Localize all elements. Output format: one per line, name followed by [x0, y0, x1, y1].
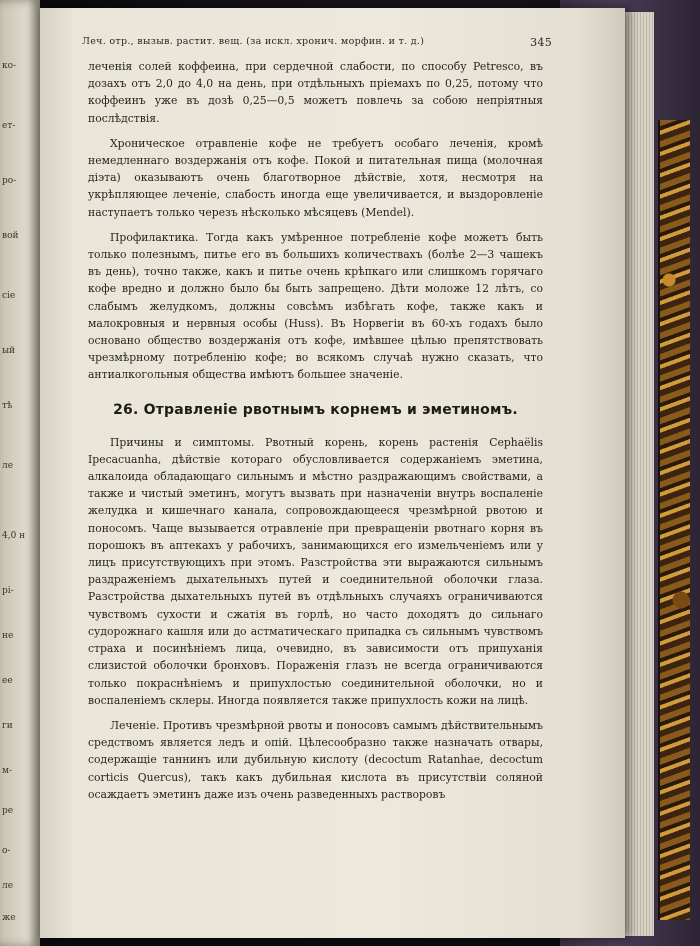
left-page-fragment: не	[2, 631, 14, 641]
left-page-fragment: вой	[2, 231, 19, 241]
body-paragraph: Хроническое отравленіе кофе не требуетъ особаго леченія, кромѣ немедленнаго воздержанія отъ кофе. Покой и питательная пища (молочная діэта) оказываютъ очень благотворное дѣйствіе, хотя, несмотря на укрѣпляющее леченіе, слабость иногда еще увеличивается, и выздоровленіе наступаетъ только черезъ нѣсколько мѣсяцевъ (Mendel).	[88, 136, 543, 219]
body-paragraph: Профилактика. Тогда какъ умѣренное потребленіе кофе можетъ быть только полезнымъ, питье его въ большихъ количествахъ (болѣе 2—3 чашекъ въ день), точно также, какъ и питье очень крѣпкаго или слишкомъ горячаго кофе вредно и должно было бы быть запрещено. Дѣти моложе 12 лѣтъ, со слабымъ желудкомъ, должны совсѣмъ избѣгать кофе, также какъ и малокровныя и нервныя особы (Huss). Въ Норвегіи въ 60-хъ годахъ было основано общество воздержанія отъ кофе, имѣвшее цѣлью препятствовать чрезмѣрному потребленію кофе; во всякомъ случаѣ нужно сказать, что антиалкогольныя общества имѣютъ большее значеніе.	[88, 230, 543, 382]
left-page-edge	[0, 0, 40, 946]
left-page-fragment: ее	[2, 676, 13, 686]
left-page-fragment: о-	[2, 846, 11, 856]
body-paragraph: Леченіе. Противъ чрезмѣрной рвоты и поносовъ самымъ дѣйствительнымъ средствомъ является ледъ и опій. Цѣлесообразно также назначать отвары, содержащіе таннинъ или дубильную кислоту (decoctum Ratanhae, decoctum corticis Quercus), такъ какъ дубильная кислота въ присутствіи соляной осаждаетъ эметинъ даже изъ очень разведенныхъ растворовъ	[88, 718, 543, 801]
left-page-fragment: тѣ	[2, 401, 13, 411]
running-head	[82, 36, 552, 49]
page-number: 345	[530, 36, 552, 49]
running-head-title: Леч. отр., вызыв. растит. вещ. (за искл. хронич. морфин. и т. д.)	[82, 36, 425, 47]
left-page-fragment: ый	[2, 346, 16, 356]
body-paragraph: Причины и симптомы. Рвотный корень, корень растенія Cephaëlis Ipecacuanha, дѣйствіе котораго обусловливается содержаніемъ эметина, алкалоида обладающаго сильнымъ и мѣстно раздражающимъ свойствами, а также и чистый эметинъ, могутъ вызвать при назначеніи внутрь воспаленіе желудка и кишечнаго канала, сопровождающееся чрезмѣрной рвотою и поносомъ. Чаще вызывается отравленіе при превращеніи рвотнаго корня въ порошокъ въ аптекахъ у рабочихъ, занимающихся его измельченіемъ или у лицъ присутствующихъ при этомъ. Разстройства эти выражаются сильнымъ раздраженіемъ дыхательныхъ путей и соединительной оболочки глаза. Разстройства дыхательныхъ путей въ отдѣльныхъ случаяхъ ограничиваются чувствомъ сухости и сжатія въ горлѣ, но часто доходятъ до сильнаго судорожнаго кашля или до астматическаго припадка съ сильнымъ чувствомъ страха и посинѣніемъ лица, очевидно, въ зависимости отъ припуханія слизистой оболочки бронховъ. Пораженія глазъ не всегда ограничиваются только покраснѣніемъ и припухлостью соединительной оболочки, но и воспаленіемъ склеры. Иногда появляется также припухлость кожи на лицѣ.	[88, 435, 543, 707]
left-page-fragment: ре	[2, 806, 14, 816]
left-page-fragment: ле	[2, 881, 14, 891]
left-page-fragment: ле	[2, 461, 14, 471]
left-page-fragment: ко-	[2, 61, 17, 71]
left-page-fragment: ет-	[2, 121, 16, 131]
left-page-fragment: м-	[2, 766, 13, 776]
marbled-page-edge	[658, 120, 690, 920]
left-page-fragment: ги	[2, 721, 13, 731]
page-stack-edge	[620, 12, 654, 936]
left-page-fragment: ро-	[2, 176, 17, 186]
left-page-fragment: сіе	[2, 291, 16, 301]
left-page-fragment: 4,0 н	[2, 531, 26, 541]
body-paragraph: леченія солей коффеина, при сердечной слабости, по способу Petresco, въ дозахъ отъ 2,0 до 4,0 на день, при отдѣльныхъ пріемахъ по 0,25, потому что коффеинъ уже въ дозѣ 0,25—0,5 можетъ повлечь за собою непріятныя послѣдствія.	[88, 60, 543, 125]
book-page	[40, 8, 625, 938]
section-heading: 26. Отравленіе рвотнымъ корнемъ и эметиномъ.	[113, 401, 518, 418]
left-page-fragment: же	[2, 913, 16, 923]
page-body	[88, 58, 543, 811]
left-page-fragment: рі-	[2, 586, 14, 596]
